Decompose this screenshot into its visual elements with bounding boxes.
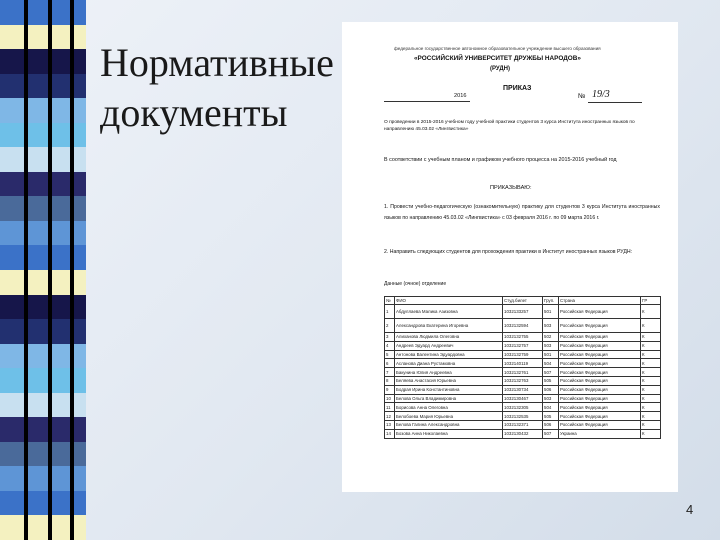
roster-cell: 4	[385, 341, 395, 350]
roster-cell: 506	[543, 385, 559, 394]
roster-cell: Белобоева Мария Юрьевна	[395, 412, 503, 421]
roster-cell: 505	[543, 412, 559, 421]
roster-cell: Российская Федерация	[559, 394, 641, 403]
roster-cell: К	[641, 305, 661, 319]
roster-cell: Страна	[559, 297, 641, 305]
doc-date-underline	[384, 101, 470, 102]
roster-cell: 1032140119	[503, 359, 543, 368]
roster-row	[385, 403, 661, 412]
roster-cell: Алиханова Людмила Олеговна	[395, 333, 503, 342]
roster-cell: К	[641, 341, 661, 350]
roster-cell: 1032130734	[503, 385, 543, 394]
roster-cell: Белова Ольга Владимировна	[395, 394, 503, 403]
roster-cell: 503	[543, 319, 559, 333]
roster-cell: Российская Федерация	[559, 350, 641, 359]
roster-cell: Андреев Эдуард Андреевич	[395, 341, 503, 350]
roster-cell: Бозова Анна Николаевна	[395, 429, 503, 438]
roster-cell: Российская Федерация	[559, 341, 641, 350]
roster-cell: Российская Федерация	[559, 412, 641, 421]
slide-title: Нормативные документы	[100, 40, 334, 135]
roster-cell: 8	[385, 376, 395, 385]
roster-row	[385, 319, 661, 333]
roster-cell: Борисова Анна Олеговна	[395, 403, 503, 412]
roster-row	[385, 350, 661, 359]
roster-cell: Российская Федерация	[559, 333, 641, 342]
roster-cell: 503	[543, 394, 559, 403]
roster-row	[385, 420, 661, 429]
page-number: 4	[686, 502, 694, 517]
roster-cell: 1032132755	[503, 333, 543, 342]
roster-row	[385, 333, 661, 342]
roster-cell: 9	[385, 385, 395, 394]
roster-row	[385, 412, 661, 421]
roster-cell: 1032132594	[503, 319, 543, 333]
roster-cell: 1032130432	[503, 429, 543, 438]
roster-cell: Белова Галина Александровна	[395, 420, 503, 429]
roster-cell: 10	[385, 394, 395, 403]
roster-cell: №	[385, 297, 395, 305]
roster-cell: К	[641, 412, 661, 421]
roster-cell: 14	[385, 429, 395, 438]
roster-cell: 505	[543, 376, 559, 385]
roster-cell: Груп.	[543, 297, 559, 305]
roster-cell: 1	[385, 305, 395, 319]
roster-cell: 1032132535	[503, 412, 543, 421]
roster-cell: 11	[385, 403, 395, 412]
roster-cell: 2	[385, 319, 395, 333]
doc-number: 19/3	[592, 89, 610, 100]
roster-cell: 1032133257	[503, 305, 543, 319]
roster-cell: К	[641, 429, 661, 438]
roster-cell: Российская Федерация	[559, 385, 641, 394]
roster-row	[385, 429, 661, 438]
roster-cell: 503	[543, 341, 559, 350]
doc-number-underline	[588, 102, 642, 103]
roster-cell: К	[641, 403, 661, 412]
roster-cell: К	[641, 333, 661, 342]
doc-list-caption: Данные (очное) отделение	[384, 281, 447, 287]
roster-cell: Российская Федерация	[559, 368, 641, 377]
roster-cell: Александрова Екатерина Игоревна	[395, 319, 503, 333]
roster-cell: К	[641, 376, 661, 385]
decorative-stripe	[0, 0, 86, 540]
roster-cell: 1032130467	[503, 394, 543, 403]
doc-number-label: №	[578, 93, 586, 100]
roster-cell: Абдуллаева Малика Азизовна	[395, 305, 503, 319]
roster-row	[385, 359, 661, 368]
roster-cell: 507	[543, 368, 559, 377]
roster-cell: 504	[543, 359, 559, 368]
roster-cell: Антонова Валентина Эдуардовна	[395, 350, 503, 359]
roster-cell: Бакунина Юлия Андреевна	[395, 368, 503, 377]
roster-cell: 504	[543, 403, 559, 412]
roster-cell: К	[641, 385, 661, 394]
roster-cell: 1032132371	[503, 420, 543, 429]
roster-cell: ФИО	[395, 297, 503, 305]
roster-cell: Бодрая Ирина Константиновна	[395, 385, 503, 394]
roster-row	[385, 394, 661, 403]
doc-order-word: ПРИКАЗ	[503, 85, 532, 92]
doc-item-1: 1. Провести учебно-педагогическую (ознакомительную) практику для студентов 3 курса Института иностранных языков по направлению 45.03.02 «Лингвистика» с 03 февраля 2016 г. по 09 марта 2016 г.	[384, 204, 660, 221]
roster-cell: 12	[385, 412, 395, 421]
doc-directive: ПРИКАЗЫВАЮ:	[490, 185, 532, 191]
student-roster-table	[384, 296, 661, 439]
doc-university: «РОССИЙСКИЙ УНИВЕРСИТЕТ ДРУЖБЫ НАРОДОВ»	[414, 55, 581, 62]
roster-cell: 13	[385, 420, 395, 429]
roster-cell: ГР	[641, 297, 661, 305]
roster-cell: К	[641, 368, 661, 377]
order-document-scan	[342, 22, 678, 492]
roster-cell: Асланова Диана Рустамовна	[395, 359, 503, 368]
roster-cell: 1032132761	[503, 368, 543, 377]
roster-cell: 1032132759	[503, 350, 543, 359]
roster-cell: Российская Федерация	[559, 376, 641, 385]
roster-cell: Студ.билет	[503, 297, 543, 305]
roster-header-row	[385, 297, 661, 305]
roster-cell: 7	[385, 368, 395, 377]
stripe-divider	[48, 0, 52, 540]
roster-cell: 506	[543, 420, 559, 429]
doc-subject: О проведении в 2015-2016 учебном году учебной практики студентов 3 курса Института иностранных языков по направлению 45.03.02 «Лингвистика»	[384, 120, 635, 132]
roster-cell: Российская Федерация	[559, 403, 641, 412]
roster-cell: 1032132763	[503, 376, 543, 385]
roster-cell: К	[641, 359, 661, 368]
doc-preamble: В соответствии с учебным планом и графиком учебного процесса на 2015-2016 учебный год	[384, 157, 617, 163]
roster-cell: 501	[543, 350, 559, 359]
roster-cell: Российская Федерация	[559, 305, 641, 319]
roster-cell: 507	[543, 429, 559, 438]
roster-cell: Российская Федерация	[559, 319, 641, 333]
roster-cell: К	[641, 350, 661, 359]
stripe-divider	[24, 0, 28, 540]
roster-row	[385, 385, 661, 394]
roster-row	[385, 368, 661, 377]
stripe-divider	[70, 0, 74, 540]
roster-cell: К	[641, 319, 661, 333]
roster-cell: К	[641, 394, 661, 403]
roster-row	[385, 376, 661, 385]
roster-cell: 1032132757	[503, 341, 543, 350]
doc-abbr: (РУДН)	[490, 66, 510, 72]
roster-cell: Украина	[559, 429, 641, 438]
roster-row	[385, 305, 661, 319]
roster-cell: Беляева Анастасия Юрьевна	[395, 376, 503, 385]
roster-cell: 6	[385, 359, 395, 368]
roster-cell: 502	[543, 333, 559, 342]
doc-item-2: 2. Направить следующих студентов для прохождения практики в Институт иностранных языков РУДН:	[384, 249, 633, 255]
roster-cell: К	[641, 420, 661, 429]
roster-cell: Российская Федерация	[559, 359, 641, 368]
roster-row	[385, 341, 661, 350]
roster-cell: Российская Федерация	[559, 420, 641, 429]
roster-cell: 5	[385, 350, 395, 359]
roster-cell: 3	[385, 333, 395, 342]
roster-cell: 1032132305	[503, 403, 543, 412]
roster-cell: 501	[543, 305, 559, 319]
doc-date: 2016	[454, 93, 467, 99]
doc-header-top: федеральное государственное автономное образовательное учреждение высшего образования	[394, 46, 601, 51]
